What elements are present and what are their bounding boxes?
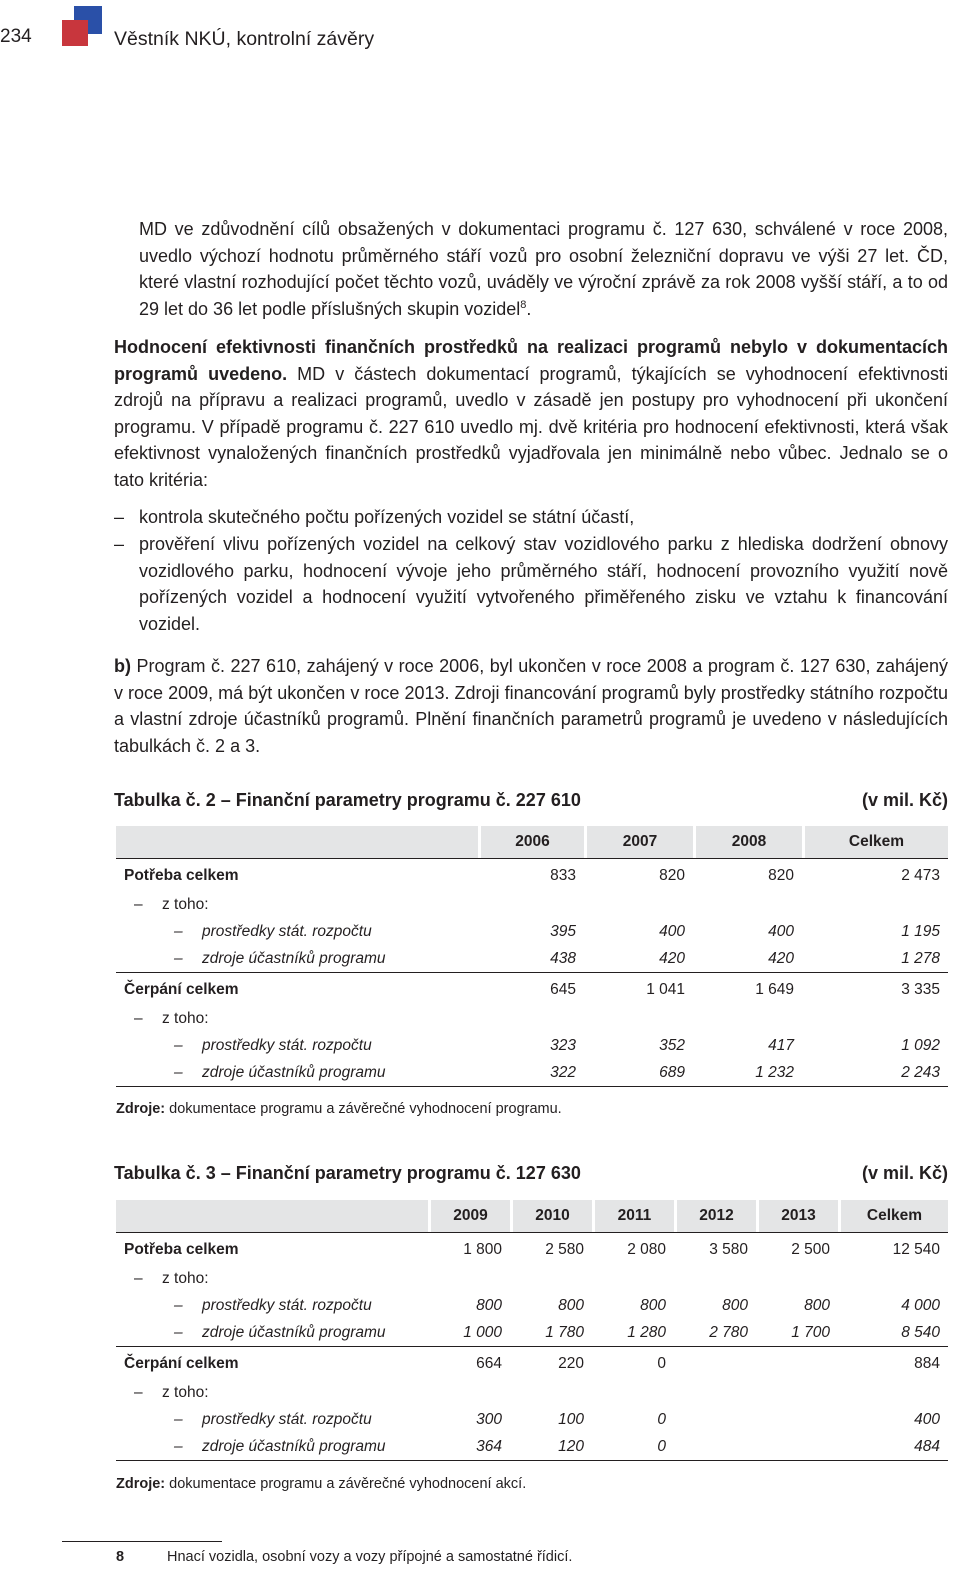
column-header: 2011 <box>595 1200 674 1233</box>
table-row <box>116 1349 948 1379</box>
nku-logo <box>62 6 102 46</box>
paragraph-goals-text: MD ve zdůvodnění cílů obsažených v dokumentaci programu č. 127 630, schválené v roce 2008, uvedlo výchozí hodnotu průměrného stáří vozů pro osobní železniční dopravu ve výši 27 let. ČD, které vlastní rozhodující počet těchto vozů, uváděly ve výroční zprávě za rok 2008 vyšší stáří, a to od 29 let do 36 let podle příslušných skupin vozidel <box>139 219 948 319</box>
row-dash: – <box>174 922 183 940</box>
row-label <box>116 1265 428 1292</box>
list-item-text: kontrola skutečného počtu pořízených vozidel se státní účastí, <box>139 507 635 527</box>
source-label: Zdroje: <box>116 1101 166 1117</box>
table-cell: 1 800 <box>463 1241 502 1258</box>
table-row <box>116 1059 948 1087</box>
table3-source <box>116 1476 526 1492</box>
row-dash: – <box>134 1009 143 1027</box>
table-header-blank <box>116 1200 428 1233</box>
table-cell: 2 080 <box>627 1241 666 1258</box>
row-label-text: z toho: <box>162 1269 209 1287</box>
row-label-text: z toho: <box>162 1383 209 1401</box>
table-cell: 800 <box>804 1296 830 1314</box>
source-label: Zdroje: <box>116 1476 166 1492</box>
table-row <box>116 945 948 973</box>
table-cell: 1 195 <box>901 922 940 940</box>
table-cell: 1 278 <box>901 949 940 967</box>
table-cell: 220 <box>558 1355 584 1372</box>
table-cell: 1 700 <box>791 1323 830 1341</box>
table-cell: 800 <box>640 1296 666 1314</box>
row-label: Potřeba celkem <box>124 1241 239 1258</box>
row-label <box>116 891 478 918</box>
row-dash: – <box>174 949 183 967</box>
table-row <box>116 861 948 891</box>
table-cell: 12 540 <box>892 1241 940 1258</box>
table-cell: 1 649 <box>755 981 794 998</box>
table-row <box>116 1235 948 1265</box>
row-label-text: prostředky stát. rozpočtu <box>202 1410 372 1428</box>
row-dash: – <box>174 1063 183 1081</box>
table-cell: 2 473 <box>901 867 940 884</box>
table-cell: 323 <box>550 1036 576 1054</box>
column-header: 2013 <box>759 1200 838 1233</box>
table-cell: 400 <box>914 1410 940 1428</box>
table-row <box>116 975 948 1005</box>
table2-title: Tabulka č. 2 – Finanční parametry programu č. 227 610 <box>114 790 581 810</box>
row-label <box>116 1059 478 1087</box>
table-cell: 120 <box>558 1437 584 1455</box>
row-dash: – <box>174 1036 183 1054</box>
row-label <box>116 1005 478 1032</box>
table-cell: 1 000 <box>463 1323 502 1341</box>
table-cell: 884 <box>914 1355 940 1372</box>
bullet-dash: – <box>114 534 125 554</box>
row-label <box>116 1406 428 1433</box>
table-cell: 395 <box>550 922 576 940</box>
table-cell: 645 <box>550 981 576 998</box>
table-cell: 689 <box>659 1063 685 1081</box>
table-cell: 352 <box>659 1036 685 1054</box>
source-text: dokumentace programu a závěrečné vyhodnocení akcí. <box>165 1476 527 1492</box>
table-cell: 1 092 <box>901 1036 940 1054</box>
table-cell: 420 <box>768 949 794 967</box>
table-cell: 664 <box>476 1355 502 1372</box>
table-cell: 420 <box>659 949 685 967</box>
table-cell: 0 <box>657 1410 666 1428</box>
row-label-text: z toho: <box>162 1009 209 1027</box>
row-dash: – <box>134 895 143 913</box>
table-row <box>116 1032 948 1059</box>
table-cell: 100 <box>558 1410 584 1428</box>
row-label-text: prostředky stát. rozpočtu <box>202 1296 372 1314</box>
footnote-text: Hnací vozidla, osobní vozy a vozy přípojné a samostatné řídicí. <box>167 1549 573 1565</box>
paragraph-programs-bold: b) <box>114 656 131 676</box>
row-label <box>116 1032 478 1059</box>
row-label <box>116 1433 428 1461</box>
table-cell: 322 <box>550 1063 576 1081</box>
table-cell: 438 <box>550 949 576 967</box>
table-cell: 1 780 <box>545 1323 584 1341</box>
row-label-text: prostředky stát. rozpočtu <box>202 922 372 940</box>
table-cell: 400 <box>659 922 685 940</box>
table-cell: 833 <box>550 867 576 884</box>
table-cell: 800 <box>722 1296 748 1314</box>
table-row <box>116 1379 948 1406</box>
table2-unit: (v mil. Kč) <box>861 790 948 810</box>
column-header: 2009 <box>431 1200 510 1233</box>
row-label-text: prostředky stát. rozpočtu <box>202 1036 372 1054</box>
paragraph-efficiency-text: MD v částech dokumentací programů, týkajících se vyhodnocení efektivnosti zdrojů na přípravu a realizaci programů, uvedlo v zásadě jen postupy pro vyhodnocení při ukončení programu. V případě programu č. 227 610 uvedlo mj. dvě kritéria pro hodnocení efektivnosti, která však efektivnost vynaložených finančních prostředků vyjadřovala jen minimálně nebo vůbec. Jednalo se o tato kritéria: <box>114 363 948 490</box>
table-row <box>116 918 948 945</box>
table-cell: 2 780 <box>709 1323 748 1341</box>
row-label <box>116 918 478 945</box>
row-label: Čerpání celkem <box>124 1355 239 1372</box>
table-cell: 484 <box>914 1437 940 1455</box>
row-label-text: zdroje účastníků programu <box>202 1063 386 1081</box>
table3-unit: (v mil. Kč) <box>861 1163 948 1183</box>
paragraph-efficiency-bold: Hodnocení efektivnosti finančních prostředků na realizaci programů nebylo v dokumentacích programů uvedeno. <box>114 337 948 384</box>
row-label: Čerpání celkem <box>124 981 239 998</box>
row-dash: – <box>174 1296 183 1314</box>
paragraph-programs-text: Program č. 227 610, zahájený v roce 2006, byl ukončen v roce 2008 a program č. 127 630, zahájený v roce 2009, má být ukončen v roce 2013. Zdroji financování programů byly prostředky státního rozpočtu a vlastní zdroje účastníků programů. Plnění finančních parametrů programů je uvedeno v následujících tabulkách č. 2 a 3. <box>114 656 948 756</box>
table-row <box>116 891 948 918</box>
table-row <box>116 1433 948 1461</box>
header-title: Věstník NKÚ, kontrolní závěry <box>114 28 375 50</box>
table-cell: 820 <box>768 867 794 884</box>
table-row <box>116 1319 948 1347</box>
table-cell: 2 500 <box>791 1241 830 1258</box>
table-cell: 400 <box>768 922 794 940</box>
column-header: Celkem <box>805 826 948 859</box>
column-header: 2006 <box>481 826 584 859</box>
table-row <box>116 1005 948 1032</box>
table-cell: 8 540 <box>901 1323 940 1341</box>
table-cell <box>677 1406 756 1433</box>
table-row <box>116 1406 948 1433</box>
table-header-row <box>116 826 948 859</box>
column-header: 2007 <box>587 826 693 859</box>
table-header-row <box>116 1200 948 1233</box>
row-dash: – <box>174 1323 183 1341</box>
table-cell: 820 <box>659 867 685 884</box>
table3-title: Tabulka č. 3 – Finanční parametry programu č. 127 630 <box>114 1163 581 1183</box>
table-cell <box>759 1406 838 1433</box>
row-label: Potřeba celkem <box>124 867 239 884</box>
row-dash: – <box>174 1437 183 1455</box>
page-number: 234 <box>0 26 32 47</box>
table-cell: 0 <box>657 1355 666 1372</box>
column-header: 2010 <box>513 1200 592 1233</box>
row-label <box>116 945 478 973</box>
footnote-rule <box>62 1541 222 1542</box>
table-cell: 2 243 <box>901 1063 940 1081</box>
column-header: Celkem <box>841 1200 948 1233</box>
table2-source <box>116 1101 562 1117</box>
table-cell: 1 041 <box>646 981 685 998</box>
row-label-text: z toho: <box>162 895 209 913</box>
table-cell: 1 232 <box>755 1063 794 1081</box>
table-cell: 3 580 <box>709 1241 748 1258</box>
table-cell: 417 <box>768 1036 794 1054</box>
table-cell: 1 280 <box>627 1323 666 1341</box>
table-row <box>116 1292 948 1319</box>
footnote-ref: 8 <box>520 298 527 311</box>
column-header: 2008 <box>696 826 802 859</box>
table3 <box>116 1200 948 1463</box>
table-cell: 800 <box>476 1296 502 1314</box>
paragraph-goals <box>139 216 948 322</box>
row-label <box>116 1319 428 1347</box>
row-dash: – <box>134 1269 143 1287</box>
table-cell: 3 335 <box>901 981 940 998</box>
source-text: dokumentace programu a závěrečné vyhodnocení programu. <box>165 1101 562 1117</box>
column-header: 2012 <box>677 1200 756 1233</box>
row-label-text: zdroje účastníků programu <box>202 949 386 967</box>
list-item-text: prověření vlivu pořízených vozidel na celkový stav vozidlového parku z hlediska dodržení obnovy vozidlového parku, hodnocení vývoje jeho průměrného stáří, hodnocení provozního využití nově pořízených vozidel a hodnocení využití vytvořeného přiměřeného zisku ve vztahu k financování vozidel. <box>139 534 948 634</box>
table-cell: 4 000 <box>901 1296 940 1314</box>
paragraph-goals-end: . <box>526 298 532 319</box>
paragraph-efficiency <box>114 334 948 494</box>
row-dash: – <box>174 1410 183 1428</box>
list-item <box>114 531 948 637</box>
table2 <box>116 826 948 1089</box>
table-cell <box>677 1433 756 1461</box>
table-cell: 300 <box>476 1410 502 1428</box>
table-row <box>116 1265 948 1292</box>
table-cell: 800 <box>558 1296 584 1314</box>
paragraph-programs <box>114 653 948 759</box>
row-dash: – <box>134 1383 143 1401</box>
row-label <box>116 1292 428 1319</box>
table-header-blank <box>116 826 478 859</box>
row-label-text: zdroje účastníků programu <box>202 1323 386 1341</box>
footnote-number: 8 <box>116 1549 125 1565</box>
table-cell: 2 580 <box>545 1241 584 1258</box>
logo-red-square <box>62 20 88 46</box>
table-cell <box>677 1349 756 1379</box>
table-cell <box>759 1433 838 1461</box>
list-item <box>114 504 948 531</box>
table-cell: 0 <box>657 1437 666 1455</box>
table-cell <box>759 1349 838 1379</box>
row-label <box>116 1379 428 1406</box>
row-label-text: zdroje účastníků programu <box>202 1437 386 1455</box>
table-cell: 364 <box>476 1437 502 1455</box>
bullet-dash: – <box>114 507 125 527</box>
